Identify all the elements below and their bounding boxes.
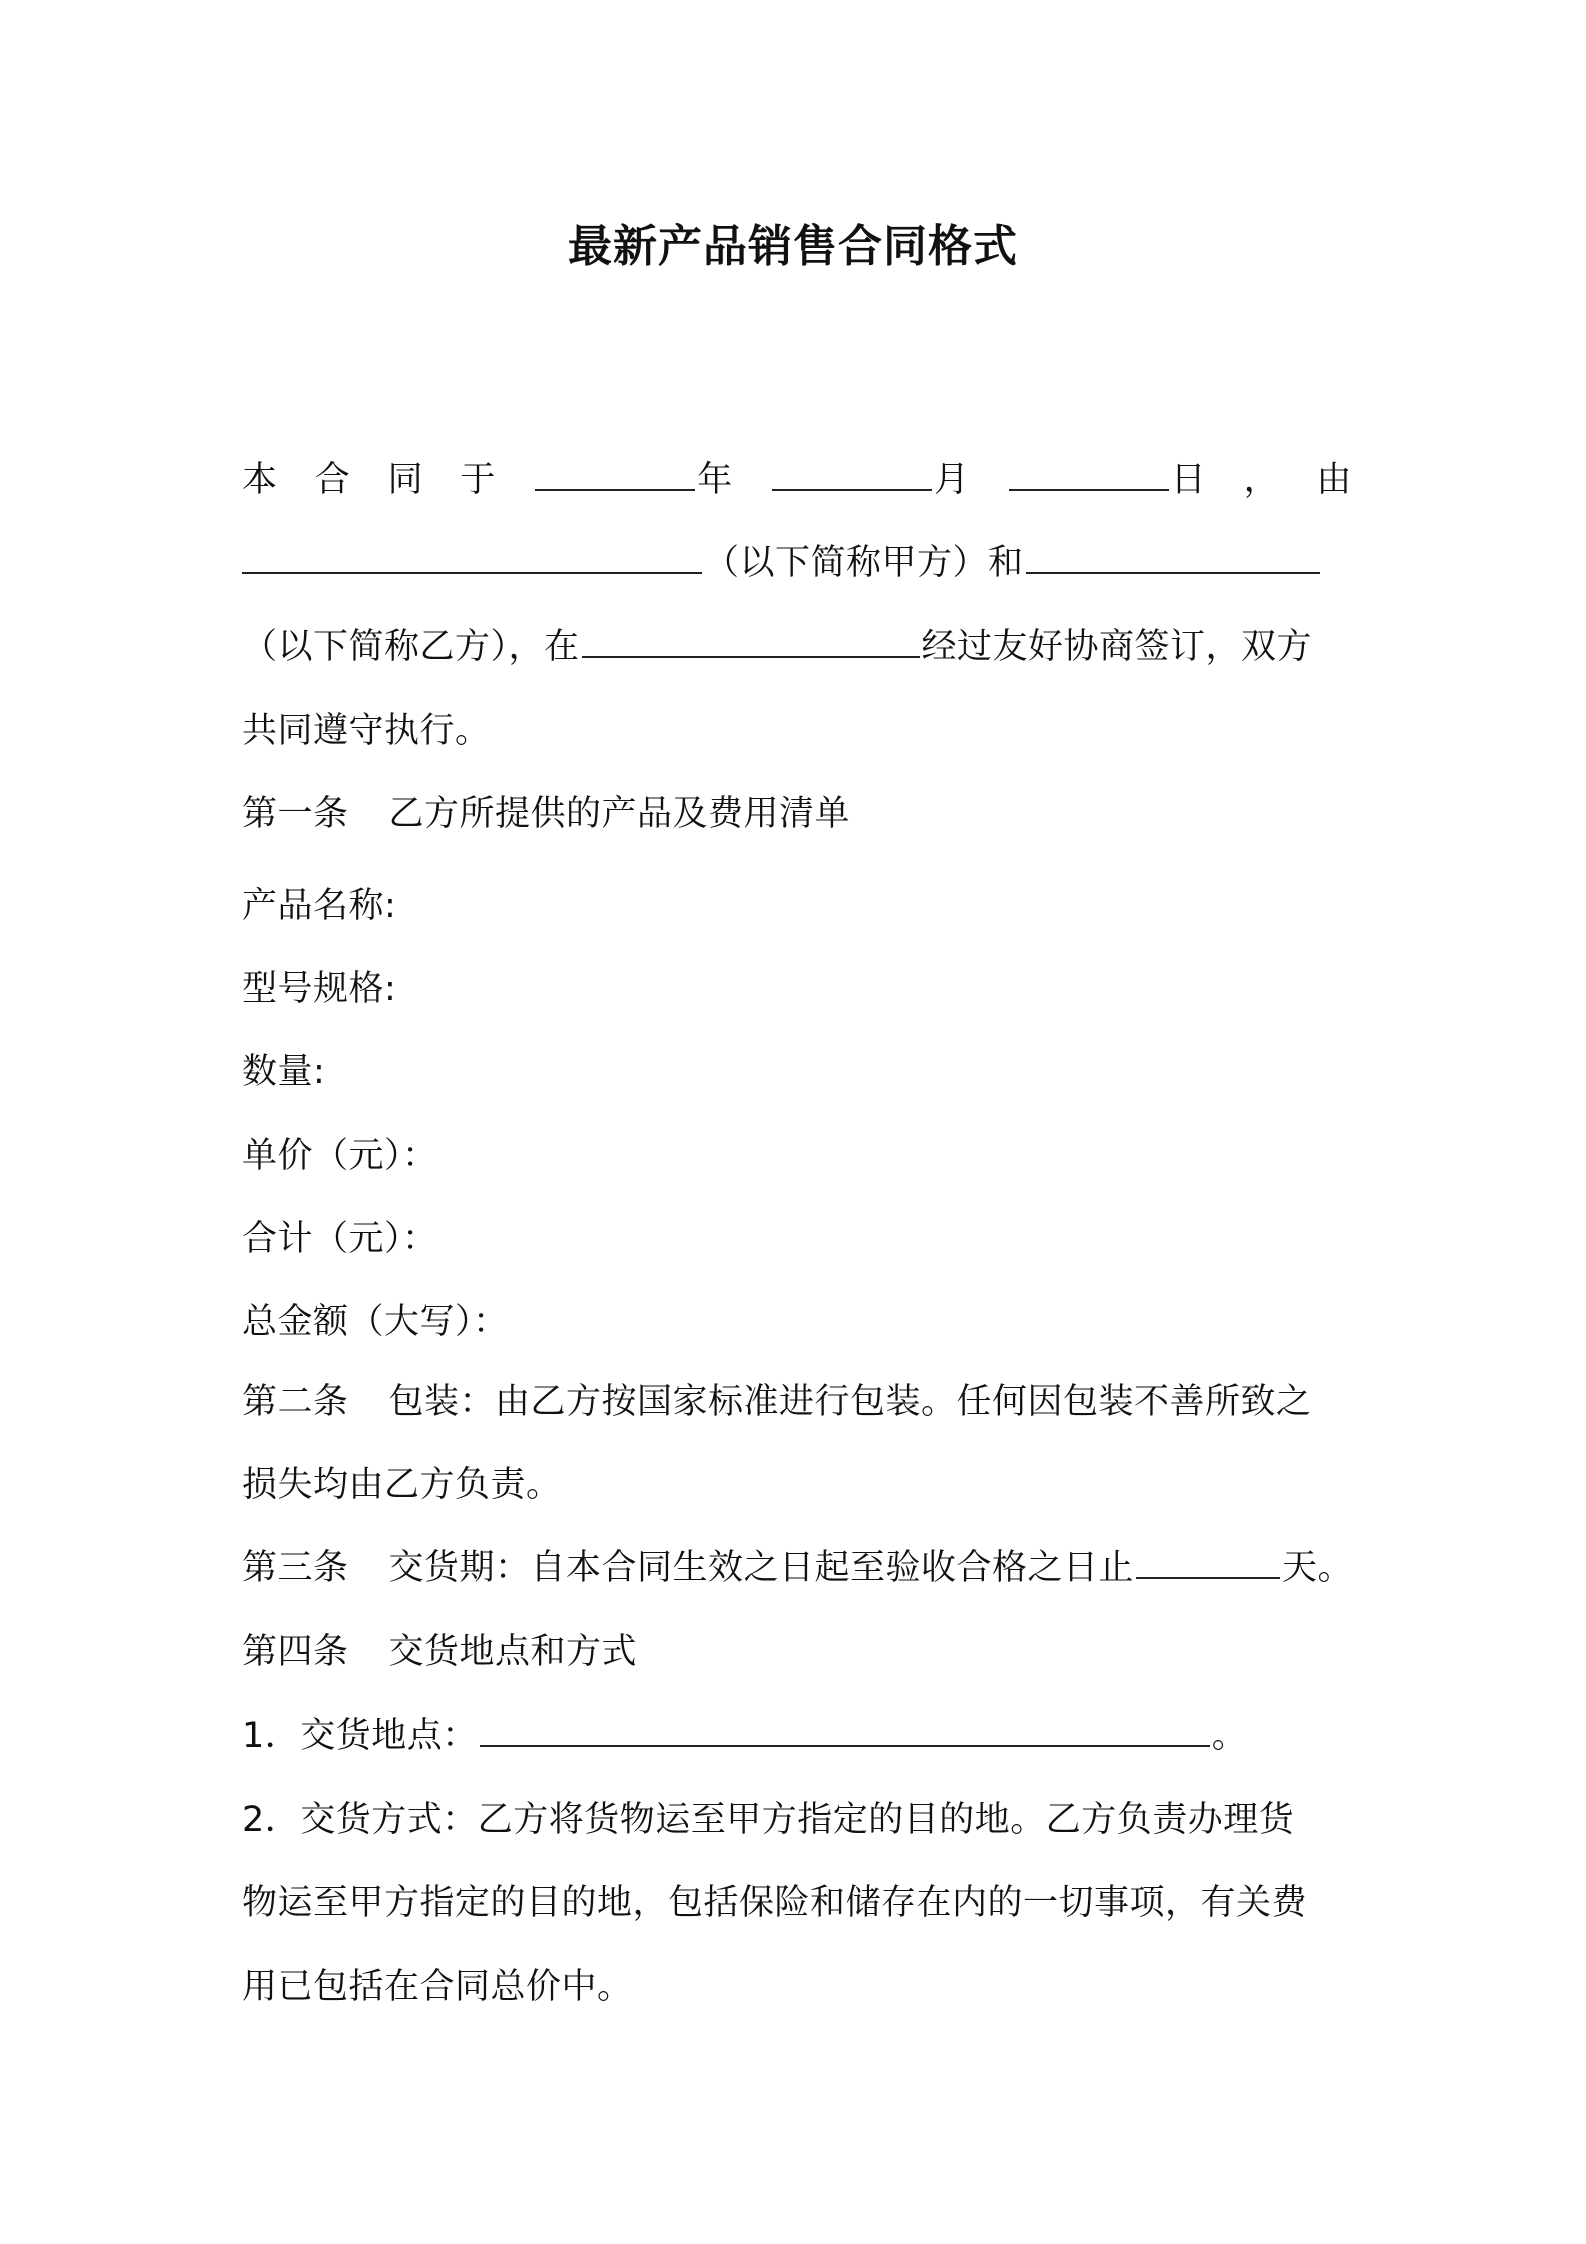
day-group: [1007, 454, 1207, 506]
article-3: [242, 1542, 1352, 1594]
day-blank[interactable]: [1009, 455, 1169, 491]
month-label: 月: [933, 460, 970, 500]
intro-comma: ，: [1243, 460, 1280, 500]
year-blank[interactable]: [535, 455, 695, 491]
field-total-amount: 总金额（大写）：: [242, 1302, 509, 1342]
intro-line-1: [242, 454, 1352, 506]
delivery-method-line-2: 物运至甲方指定的目的地，包括保险和储存在内的一切事项，有关费: [242, 1883, 1308, 1923]
intro-char: 合: [314, 460, 351, 500]
page-title: 最新产品销售合同格式: [568, 221, 1018, 272]
intro-char: 本: [242, 460, 278, 500]
article-3-unit: 天。: [1282, 1548, 1354, 1588]
article-2-text: 包装：由乙方按国家标准进行包装。任何因包装不善所致之: [388, 1382, 1312, 1422]
article-1-heading: [242, 788, 1352, 840]
intro-char: 于: [460, 460, 496, 500]
intro-line-4: 共同遵守执行。: [242, 711, 491, 751]
delivery-method-line-3: 用已包括在合同总价中。: [242, 1967, 633, 2007]
party-b-label: （以下简称乙方），在: [242, 627, 580, 667]
article-2-label: 第二条: [242, 1382, 349, 1422]
year-group: [533, 454, 733, 506]
place-blank[interactable]: [582, 622, 920, 658]
delivery-location-end: 。: [1211, 1716, 1248, 1756]
article-3-text: 交货期：自本合同生效之日起至验收合格之日止: [388, 1548, 1135, 1588]
delivery-location-label: 1．交货地点：: [242, 1716, 478, 1756]
field-subtotal: 合计（元）：: [242, 1219, 438, 1259]
article-4-label: 第四条: [242, 1632, 349, 1672]
article-2-line-2: 损失均由乙方负责。: [242, 1465, 562, 1505]
delivery-location-blank[interactable]: [480, 1711, 1210, 1747]
article-3-label: 第三条: [242, 1548, 349, 1588]
month-blank[interactable]: [772, 455, 932, 491]
day-label: 日: [1170, 460, 1207, 500]
field-model-spec: 型号规格:: [242, 969, 397, 1009]
intro-line-2: [242, 537, 1352, 589]
intro-char: 由: [1316, 460, 1352, 500]
field-quantity: 数量:: [242, 1052, 326, 1092]
party-a-label: （以下简称甲方）和: [704, 543, 1024, 583]
article-4-text: 交货地点和方式: [388, 1632, 638, 1672]
intro-char: 同: [387, 460, 424, 500]
delivery-method-line-1: 2．交货方式：乙方将货物运至甲方指定的目的地。乙方负责办理货: [242, 1800, 1295, 1840]
party-a-blank[interactable]: [242, 538, 702, 574]
intro-tail: 经过友好协商签订，双方: [921, 627, 1313, 667]
article-1-label: 第一条: [242, 794, 349, 834]
party-b-blank[interactable]: [1026, 538, 1320, 574]
field-product-name: 产品名称:: [242, 886, 397, 926]
year-label: 年: [697, 460, 733, 500]
delivery-days-blank[interactable]: [1136, 1543, 1280, 1579]
month-group: [770, 454, 970, 506]
intro-line-3: [242, 621, 1352, 673]
article-2-line-1: [242, 1376, 1352, 1428]
field-unit-price: 单价（元）：: [242, 1136, 438, 1176]
article-1-text: 乙方所提供的产品及费用清单: [388, 794, 851, 834]
article-4-heading: [242, 1626, 1352, 1678]
delivery-location: [242, 1710, 1352, 1762]
